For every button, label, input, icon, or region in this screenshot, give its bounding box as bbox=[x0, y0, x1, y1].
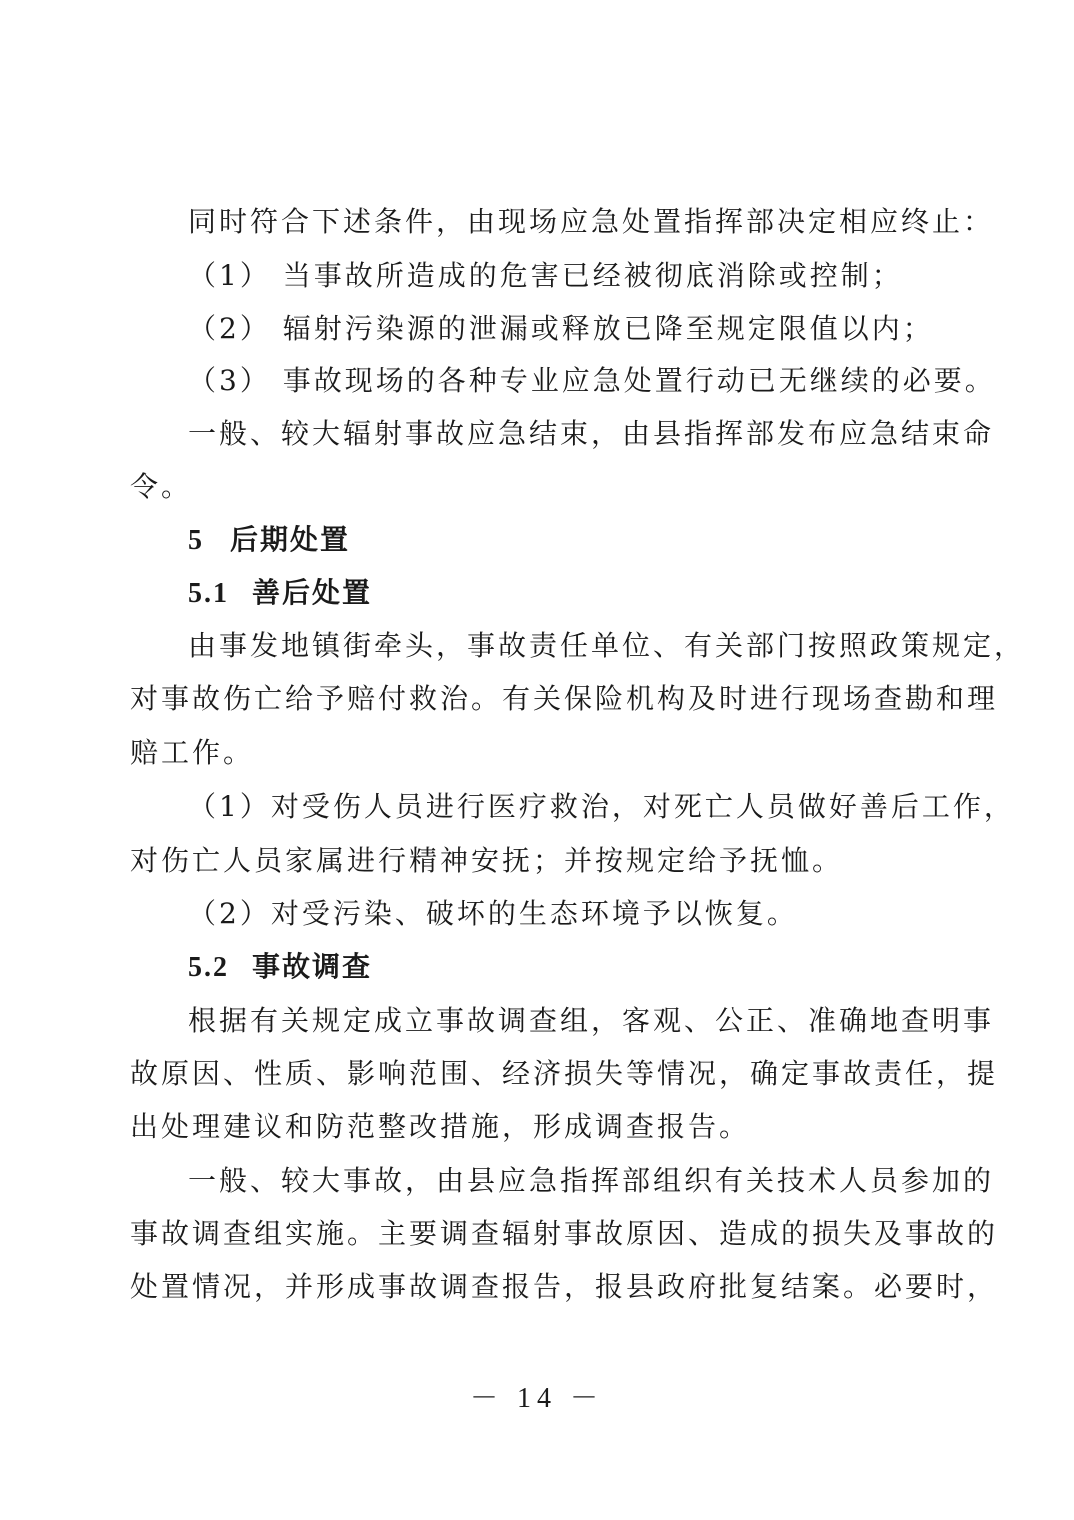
paragraph-line: （1）对受伤人员进行医疗救治，对死亡人员做好善后工作， bbox=[188, 790, 1015, 823]
section-number: 5.1 bbox=[188, 578, 229, 609]
list-item: （1） 当事故所造成的危害已经被彻底消除或控制； bbox=[188, 259, 903, 292]
section-heading bbox=[188, 522, 945, 559]
subsection-heading bbox=[188, 949, 945, 986]
paragraph-line: 出处理建议和防范整改措施，形成调查报告。 bbox=[130, 1110, 751, 1143]
paragraph-line: 令。 bbox=[130, 470, 193, 503]
page-number: － 14 － bbox=[469, 1383, 604, 1414]
paragraph-line: 由事发地镇街牵头，事故责任单位、有关部门按照政策规定， bbox=[188, 629, 1026, 662]
paragraph-line: 赔工作。 bbox=[130, 736, 255, 769]
paragraph-line: 故原因、性质、影响范围、经济损失等情况，确定事故责任，提 bbox=[130, 1057, 999, 1090]
section-number: 5.2 bbox=[188, 952, 229, 983]
section-title: 善后处置 bbox=[252, 576, 373, 609]
paragraph-line: 对事故伤亡给予赔付救治。有关保险机构及时进行现场查勘和理 bbox=[130, 682, 999, 715]
paragraph-line: 根据有关规定成立事故调查组，客观、公正、准确地查明事 bbox=[188, 1004, 995, 1037]
list-item: （2） 辐射污染源的泄漏或释放已降至规定限值以内； bbox=[188, 312, 934, 345]
paragraph-line: 对伤亡人员家属进行精神安抚；并按规定给予抚恤。 bbox=[130, 844, 844, 877]
paragraph-line: 处置情况，并形成事故调查报告，报县政府批复结案。必要时， bbox=[130, 1270, 999, 1303]
paragraph-line: 同时符合下述条件，由现场应急处置指挥部决定相应终止： bbox=[188, 205, 995, 238]
section-title: 事故调查 bbox=[252, 950, 373, 983]
section-number: 5 bbox=[188, 525, 204, 556]
paragraph-line: （2）对受污染、破坏的生态环境予以恢复。 bbox=[188, 897, 798, 930]
paragraph-line: 一般、较大辐射事故应急结束，由县指挥部发布应急结束命 bbox=[188, 417, 995, 450]
paragraph-line: 事故调查组实施。主要调查辐射事故原因、造成的损失及事故的 bbox=[130, 1217, 999, 1250]
section-title: 后期处置 bbox=[230, 523, 351, 556]
subsection-heading bbox=[188, 575, 945, 612]
list-item: （3） 事故现场的各种专业应急处置行动已无继续的必要。 bbox=[188, 364, 996, 397]
paragraph-line: 一般、较大事故，由县应急指挥部组织有关技术人员参加的 bbox=[188, 1164, 995, 1197]
